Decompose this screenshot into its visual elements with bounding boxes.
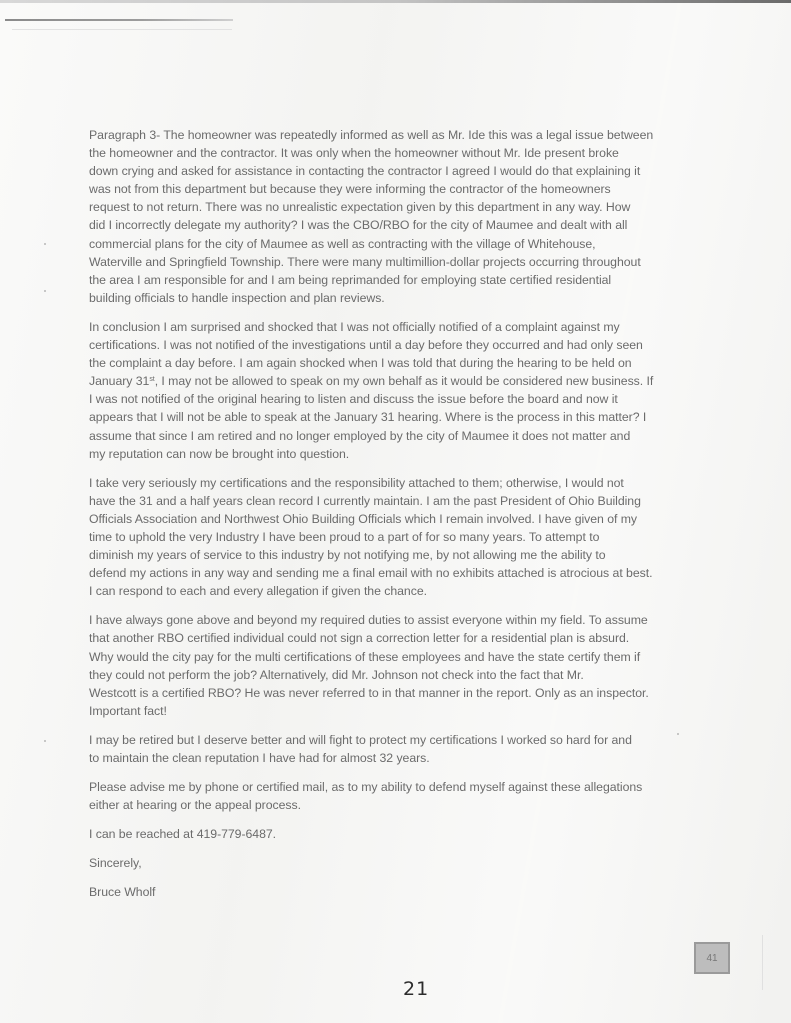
text-line: I can respond to each and every allegation if given the chance. — [89, 584, 427, 599]
scan-speck — [44, 740, 46, 742]
text-line: to maintain the clean reputation I have had for almost 32 years. — [89, 751, 430, 765]
text-line: have the 31 and a half years clean record I currently maintain. I am the past President of Ohio Building — [89, 493, 641, 508]
header-rule-line — [5, 19, 233, 21]
text-line: Why would the city pay for the multi certifications of these employees and have the state certify them if — [89, 649, 641, 664]
text-line: the homeowner and the contractor. It was only when the homeowner without Mr. Ide present broke — [89, 146, 619, 161]
text-line: commercial plans for the city of Maumee as well as contracting with the village of Whitehouse, — [89, 236, 596, 251]
text-line: I have always gone above and beyond my required duties to assist everyone within my field. To assume — [89, 613, 648, 628]
conclusion-paragraph — [89, 318, 749, 463]
bates-stamp — [694, 942, 730, 974]
above-and-beyond-paragraph — [89, 611, 749, 720]
scan-edge-line — [762, 935, 763, 990]
scan-speck — [44, 243, 46, 245]
certifications-paragraph — [89, 474, 749, 601]
date-text: January 31 — [89, 374, 150, 389]
text-line: Waterville and Springfield Township. There were many multimillion-dollar projects occurring throughout — [89, 254, 641, 269]
text-line: was not from this department but because they were informing the contractor of the homeowners — [89, 182, 611, 197]
text-line: that another RBO certified individual could not sign a correction letter for a residential plan is absurd. — [89, 631, 630, 646]
closing-salutation: Sincerely, — [89, 856, 142, 871]
ordinal-superscript: st — [149, 376, 155, 384]
text-line: Officials Association and Northwest Ohio Building Officials which I remain involved. I have given of my — [89, 511, 638, 526]
text-line: the area I am responsible for and I am being reprimanded for employing state certified residential — [89, 272, 612, 287]
contact-line: I can be reached at 419-779-6487. — [89, 827, 277, 842]
text-line: my reputation can now be brought into question. — [89, 446, 350, 461]
paragraph-3-response — [89, 126, 749, 307]
please-advise-paragraph — [89, 778, 749, 814]
scan-top-edge — [0, 0, 791, 3]
text-line: certifications. I was not notified of the investigations until a day before they occurred and had only seen — [89, 338, 643, 353]
retired-paragraph — [89, 731, 749, 767]
text-line: down crying and asked for assistance in contacting the contractor I agreed I would do that explaining it — [89, 164, 641, 179]
text-line: time to uphold the very Industry I have been proud to a part of for so many years. To attempt to — [89, 529, 600, 544]
text-line-with-date — [89, 372, 749, 390]
scan-speck — [44, 290, 46, 292]
text-line: building officials to handle inspection and plan reviews. — [89, 290, 385, 305]
letter-body — [89, 126, 749, 913]
text-line: Please advise me by phone or certified mail, as to my ability to defend myself against these allegations — [89, 780, 643, 795]
text-line: In conclusion I am surprised and shocked that I was not officially notified of a complaint against my — [89, 319, 620, 334]
text-line: I was not notified of the original hearing to listen and discuss the issue before the board and now it — [89, 392, 618, 407]
header-rule-faint-line — [12, 29, 232, 30]
text-line: diminish my years of service to this industry by not notifying me, by not allowing me the ability to — [89, 548, 606, 563]
text-line: Important fact! — [89, 703, 167, 718]
text-line: I may be retired but I deserve better and will fight to protect my certifications I worked so hard for and — [89, 732, 632, 747]
text-line: Paragraph 3- The homeowner was repeatedly informed as well as Mr. Ide this was a legal issue between — [89, 128, 654, 142]
text-line: they could not perform the job? Alternatively, did Mr. Johnson not check into the fact that Mr. — [89, 667, 584, 682]
text-line: appears that I will not be able to speak at the January 31 hearing. Where is the process in this matter? I — [89, 410, 647, 425]
signature-name: Bruce Wholf — [89, 885, 156, 900]
text-line: did I incorrectly delegate my authority? I was the CBO/RBO for the city of Maumee and dealt with all — [89, 218, 628, 233]
text-continuation: , I may not be allowed to speak on my own behalf as it would be considered new business. If — [154, 374, 654, 389]
text-line: I take very seriously my certifications and the responsibility attached to them; otherwise, I would not — [89, 475, 624, 490]
text-line: request to not return. There was no unrealistic expectation given by this department in any way. How — [89, 200, 631, 215]
text-line: assume that since I am retired and no longer employed by the city of Maumee it does not matter and — [89, 428, 631, 443]
text-line: defend my actions in any way and sending me a final email with no exhibits attached is atrocious at best. — [89, 566, 653, 581]
text-line: Westcott is a certified RBO? He was never referred to in that manner in the report. Only as an inspector. — [89, 685, 649, 700]
handwritten-page-number: 21 — [403, 978, 430, 1000]
text-line: the complaint a day before. I am again shocked when I was told that during the hearing to be held on — [89, 356, 632, 371]
text-line: either at hearing or the appeal process. — [89, 798, 301, 813]
bates-stamp-number: 41 — [706, 952, 718, 964]
